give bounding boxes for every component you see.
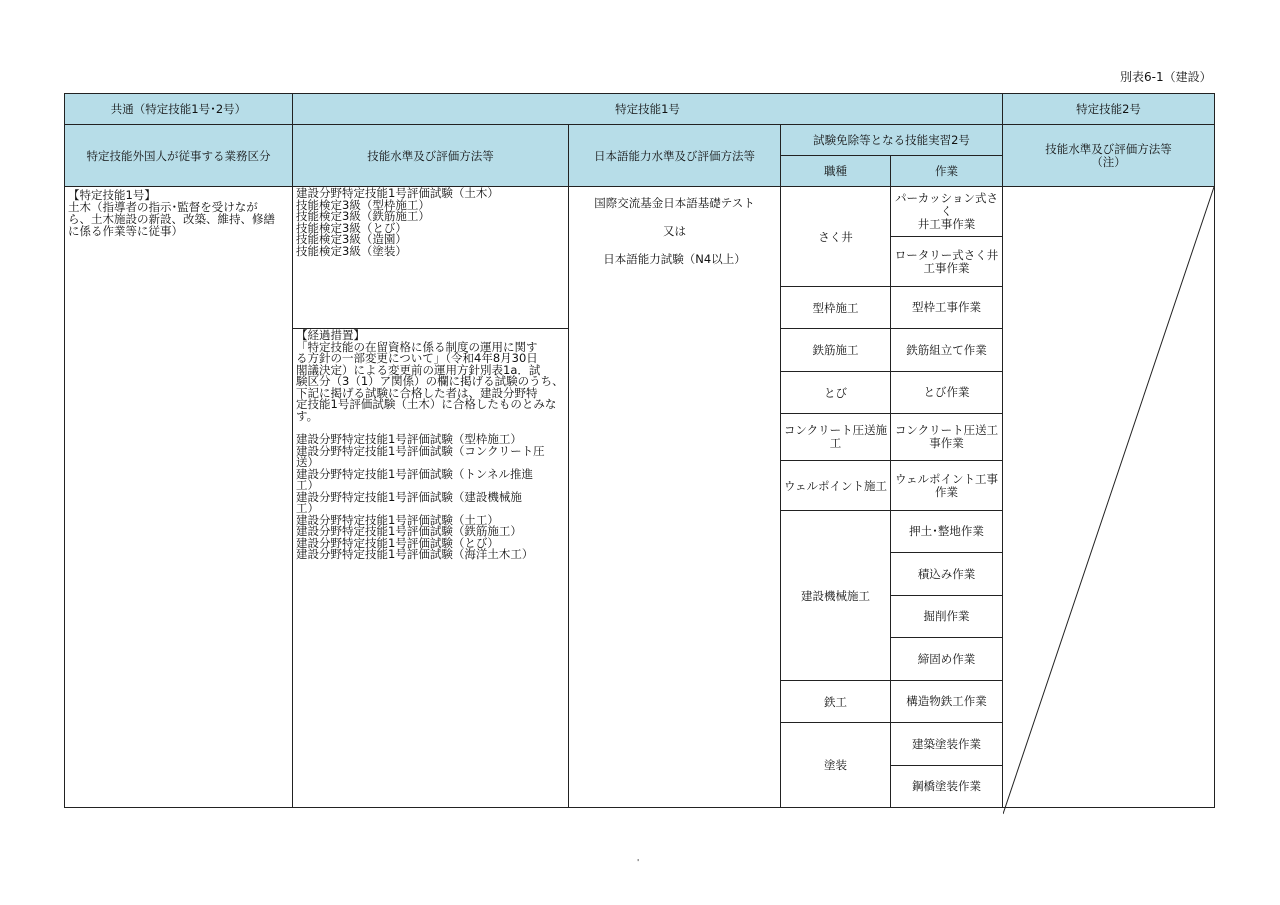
skill-item: 技能検定3級（造園） bbox=[296, 232, 407, 246]
construction-skill-table bbox=[64, 93, 1215, 808]
work-area-text: 【特定技能1号】 土木（指導者の指示･監督を受けなが ら、土木施設の新設、改築、維持、修繕 に係る作業等に従事） bbox=[68, 188, 275, 238]
transitional-test: 建設分野特定技能1号評価試験（型枠施工） bbox=[296, 432, 522, 446]
operation-tekkin: 鉄筋組立て作業 bbox=[891, 329, 1003, 372]
japanese-cell bbox=[569, 187, 781, 808]
header-tokutei1: 特定技能1号 bbox=[293, 94, 1003, 125]
occupation-tosou: 塗装 bbox=[781, 723, 891, 808]
occupation-wellpoint: ウェルポイント施工 bbox=[781, 461, 891, 511]
transitional-line: る方針の一部変更について」（令和4年8月30日 bbox=[296, 351, 538, 365]
transitional-test: 建設分野特定技能1号評価試験（とび） bbox=[296, 535, 499, 550]
occupation-sakusei: さく井 bbox=[781, 187, 891, 287]
operation-kussaku: 掘削作業 bbox=[891, 596, 1003, 638]
japanese-item: 国際交流基金日本語基礎テスト bbox=[594, 196, 755, 210]
operation-shimekatame: 締固め作業 bbox=[891, 638, 1003, 681]
header-tokutei2: 特定技能2号 bbox=[1003, 94, 1215, 125]
header-common: 共通（特定技能1号･2号） bbox=[65, 94, 293, 125]
occupation-tobi: とび bbox=[781, 372, 891, 414]
operation-kenchiku: 建築塗装作業 bbox=[891, 723, 1003, 766]
transitional-test: 建設分野特定技能1号評価試験（コンクリート圧 bbox=[296, 443, 545, 458]
transitional-test: 建設分野特定技能1号評価試験（海洋土木工） bbox=[296, 547, 534, 561]
header-skill-level2: 技能水準及び評価方法等 （注） bbox=[1003, 125, 1215, 187]
operation-kouzou: 構造物鉄工作業 bbox=[891, 681, 1003, 723]
operation-wellpoint: ウェルポイント工事 作業 bbox=[891, 461, 1003, 511]
transitional-line: 下記に掲げる試験に合格した者は、建設分野特 bbox=[296, 385, 538, 400]
page-label: 別表6-1（建設） bbox=[1120, 70, 1212, 84]
skill-item: 技能検定3級（とび） bbox=[296, 220, 407, 235]
transitional-line: 験区分（3（1）ア関係）の欄に掲げる試験のうち、 bbox=[296, 374, 564, 388]
skill-item: 建設分野特定技能1号評価試験（土木） bbox=[296, 186, 499, 200]
occupation-tekko: 鉄工 bbox=[781, 681, 891, 723]
occupation-concrete: コンクリート圧送施 工 bbox=[781, 414, 891, 461]
operation-katawaku: 型枠工事作業 bbox=[891, 287, 1003, 329]
transitional-test: 建設分野特定技能1号評価試験（土工） bbox=[296, 512, 499, 527]
header-skill-level: 技能水準及び評価方法等 bbox=[293, 125, 569, 187]
operation-kyouryou: 鋼橋塗装作業 bbox=[891, 766, 1003, 808]
occupation-kikai: 建設機械施工 bbox=[781, 511, 891, 681]
header-operation: 作業 bbox=[891, 156, 1003, 187]
diagonal-slash-icon bbox=[1003, 187, 1215, 815]
occupation-katawaku: 型枠施工 bbox=[781, 287, 891, 329]
skill-item: 技能検定3級（型枠施工） bbox=[296, 197, 430, 212]
header-exemption: 試験免除等となる技能実習2号 bbox=[781, 125, 1003, 156]
transitional-title: 【経過措置】 bbox=[296, 328, 365, 342]
transitional-line: 「特定技能の在留資格に係る制度の運用に関す bbox=[296, 339, 538, 354]
footer-mark: ' bbox=[637, 858, 640, 867]
tokutei2-slash-cell bbox=[1003, 187, 1215, 808]
occupation-tekkin: 鉄筋施工 bbox=[781, 329, 891, 372]
header-occupation: 職種 bbox=[781, 156, 891, 187]
transitional-test: 建設分野特定技能1号評価試験（トンネル推進 bbox=[296, 466, 533, 481]
operation-tobi: とび作業 bbox=[891, 372, 1003, 414]
transitional-line: す。 bbox=[296, 408, 319, 423]
japanese-item: 又は bbox=[663, 224, 686, 238]
header-work-area: 特定技能外国人が従事する業務区分 bbox=[65, 125, 293, 187]
transitional-cell bbox=[293, 329, 569, 808]
operation-rotary: ロータリー式さく井 工事作業 bbox=[891, 237, 1003, 287]
operation-oshido: 押土･整地作業 bbox=[891, 511, 1003, 553]
transitional-test: 建設分野特定技能1号評価試験（建設機械施 bbox=[296, 489, 522, 504]
skill-item: 技能検定3級（鉄筋施工） bbox=[296, 209, 430, 223]
transitional-line: 閣議決定）による変更前の運用方針別表1a．試 bbox=[296, 362, 541, 377]
skill-main-cell bbox=[293, 187, 569, 329]
skill-item: 技能検定3級（塗装） bbox=[296, 243, 407, 258]
japanese-item: 日本語能力試験（N4以上） bbox=[603, 252, 746, 266]
transitional-test: 工） bbox=[296, 501, 319, 515]
operation-concrete: コンクリート圧送工 事作業 bbox=[891, 414, 1003, 461]
transitional-test: 工） bbox=[296, 478, 319, 492]
operation-percussion: パーカッション式さく 井工事作業 bbox=[891, 187, 1003, 237]
transitional-line: 定技能1号評価試験（土木）に合格したものとみな bbox=[296, 397, 557, 411]
transitional-test: 送） bbox=[296, 455, 319, 469]
operation-tsumikomi: 積込み作業 bbox=[891, 553, 1003, 596]
work-area-cell bbox=[65, 187, 293, 808]
transitional-test: 建設分野特定技能1号評価試験（鉄筋施工） bbox=[296, 524, 522, 538]
header-japanese-level: 日本語能力水準及び評価方法等 bbox=[569, 125, 781, 187]
